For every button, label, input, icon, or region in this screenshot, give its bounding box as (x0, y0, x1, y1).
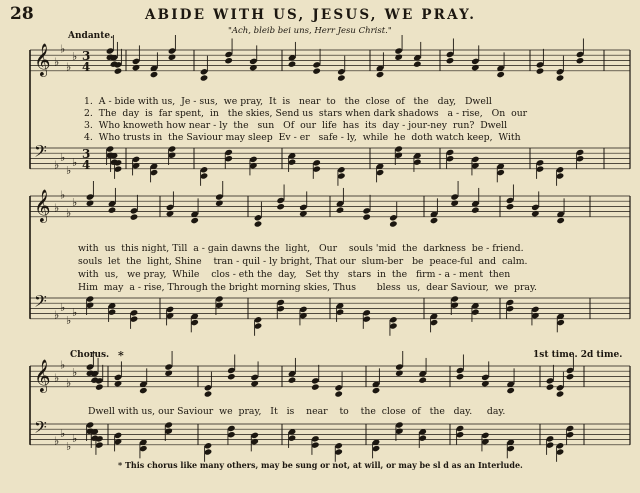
note-head (456, 373, 465, 380)
note-head (130, 213, 139, 220)
note-head (556, 74, 565, 81)
treble-clef-icon: 𝄞 (34, 189, 51, 222)
note-head (276, 203, 285, 210)
bass-clef-icon: 𝄢 (34, 141, 47, 165)
page-number: 28 (10, 4, 34, 24)
ending-label: 1st time. 2d time. (533, 350, 623, 360)
flat-sign-icon: ♭ (72, 366, 78, 380)
note-head (536, 67, 545, 74)
note-head (334, 390, 343, 397)
note-head (481, 380, 490, 387)
chorus-label: Chorus. (70, 350, 110, 360)
flat-sign-icon: ♭ (60, 150, 66, 164)
flat-sign-icon: ♭ (60, 188, 66, 202)
note-head (139, 387, 148, 394)
note-head (200, 74, 209, 81)
flat-sign-icon: ♭ (66, 313, 72, 327)
flat-sign-icon: ♭ (60, 300, 66, 314)
note-head (204, 390, 213, 397)
note-head (114, 67, 123, 74)
flat-sign-icon: ♭ (72, 196, 78, 210)
note-head (132, 64, 141, 71)
time-signature-bottom: 4 (82, 60, 91, 74)
flat-sign-icon: ♭ (54, 434, 60, 448)
flat-sign-icon: ♭ (54, 158, 60, 172)
note-head (531, 210, 540, 217)
note-head (86, 200, 95, 207)
time-signature-top: 3 (82, 147, 91, 161)
flat-sign-icon: ♭ (66, 60, 72, 74)
flat-sign-icon: ♭ (66, 163, 72, 177)
flat-sign-icon: ♭ (54, 201, 60, 215)
chorus-footnote-marker: * (118, 349, 124, 362)
note-head (224, 57, 233, 64)
flat-sign-icon: ♭ (66, 439, 72, 453)
note-head (311, 383, 320, 390)
note-head (250, 380, 259, 387)
note-head (227, 373, 236, 380)
note-head (556, 217, 565, 224)
note-head (418, 376, 427, 383)
note-head (114, 380, 123, 387)
lyric-line: 4. Who trusts in the Saviour may sleep Ev - er safe - ly, while he doth watch keep, With (84, 132, 521, 143)
note-head (413, 60, 422, 67)
flat-sign-icon: ♭ (66, 376, 72, 390)
tempo-marking: Andante. (68, 31, 114, 41)
note-head (108, 206, 117, 213)
note-head (299, 210, 308, 217)
lyric-line: 1. A - bide with us, Je - sus, we pray, It is near to the close of the day, Dwell (84, 96, 492, 107)
note-head (254, 220, 263, 227)
flat-sign-icon: ♭ (72, 306, 78, 319)
note-head (394, 54, 403, 61)
lyric-line: Dwell with us, our Saviour we pray, It is near to the close of the day. day. (88, 406, 506, 417)
note-head (376, 71, 385, 78)
note-head (430, 217, 439, 224)
hymn-title: ABIDE WITH US, JESUS, WE PRAY. (145, 7, 477, 23)
bass-clef-icon: 𝄢 (34, 417, 47, 441)
note-head (215, 200, 224, 207)
hymn-subtitle: "Ach, bleib bei uns, Herr Jesu Christ." (228, 26, 392, 36)
note-head (471, 64, 480, 71)
note-head (95, 383, 104, 390)
flat-sign-icon: ♭ (66, 206, 72, 220)
lyric-line: souls let the light, Shine tran - quil - ly bright, That our slum-ber be peace-ful and calm. (78, 256, 528, 267)
flat-sign-icon: ♭ (54, 308, 60, 322)
time-signature-top: 3 (82, 49, 91, 63)
treble-clef-icon: 𝄞 (34, 43, 51, 76)
note-head (249, 64, 258, 71)
note-head (546, 383, 555, 390)
note-head (372, 387, 381, 394)
flat-sign-icon: ♭ (60, 42, 66, 56)
bass-clef-icon: 𝄢 (34, 291, 47, 315)
note-head (164, 370, 173, 377)
note-head (190, 217, 199, 224)
flat-sign-icon: ♭ (54, 55, 60, 69)
treble-clef-icon: 𝄞 (34, 359, 51, 392)
note-head (312, 67, 321, 74)
note-head (450, 200, 459, 207)
footnote: * This chorus like many others, may be sung or not, at will, or may be sl d as an Interlude. (118, 460, 523, 470)
note-head (389, 220, 398, 227)
note-head (556, 390, 565, 397)
note-head (576, 57, 585, 64)
note-head (496, 71, 505, 78)
note-head (288, 376, 297, 383)
note-head (288, 60, 297, 67)
note-head (336, 206, 345, 213)
note-head (166, 210, 175, 217)
note-head (168, 54, 177, 61)
lyric-line: Him may a - rise, Through the bright morning skies, Thus bless us, dear Saviour, we pray. (78, 282, 537, 293)
flat-sign-icon: ♭ (72, 432, 78, 445)
lyric-line: 2. The day is far spent, in the skies, Send us stars when dark shadows a - rise, On our (84, 108, 528, 119)
note-head (150, 71, 159, 78)
note-head (395, 370, 404, 377)
lyric-line: with us this night, Till a - gain dawns the light, Our souls 'mid the darkness be - friend. (78, 243, 524, 254)
note-head (337, 74, 346, 81)
lyric-line: with us, we pray, While clos - eth the day, Set thy stars in the firm - a - ment then (78, 269, 511, 280)
note-head (362, 213, 371, 220)
flat-sign-icon: ♭ (60, 358, 66, 372)
flat-sign-icon: ♭ (54, 371, 60, 385)
note-head (566, 373, 575, 380)
note-head (506, 203, 515, 210)
note-head (471, 206, 480, 213)
flat-sign-icon: ♭ (72, 156, 78, 169)
note-head (506, 387, 515, 394)
lyric-line: 3. Who knoweth how near - ly the sun Of our life has its day - jour-ney run? Dwell (84, 120, 508, 131)
flat-sign-icon: ♭ (72, 50, 78, 64)
flat-sign-icon: ♭ (60, 426, 66, 440)
time-signature-bottom: 4 (82, 158, 91, 172)
note-head (446, 57, 455, 64)
